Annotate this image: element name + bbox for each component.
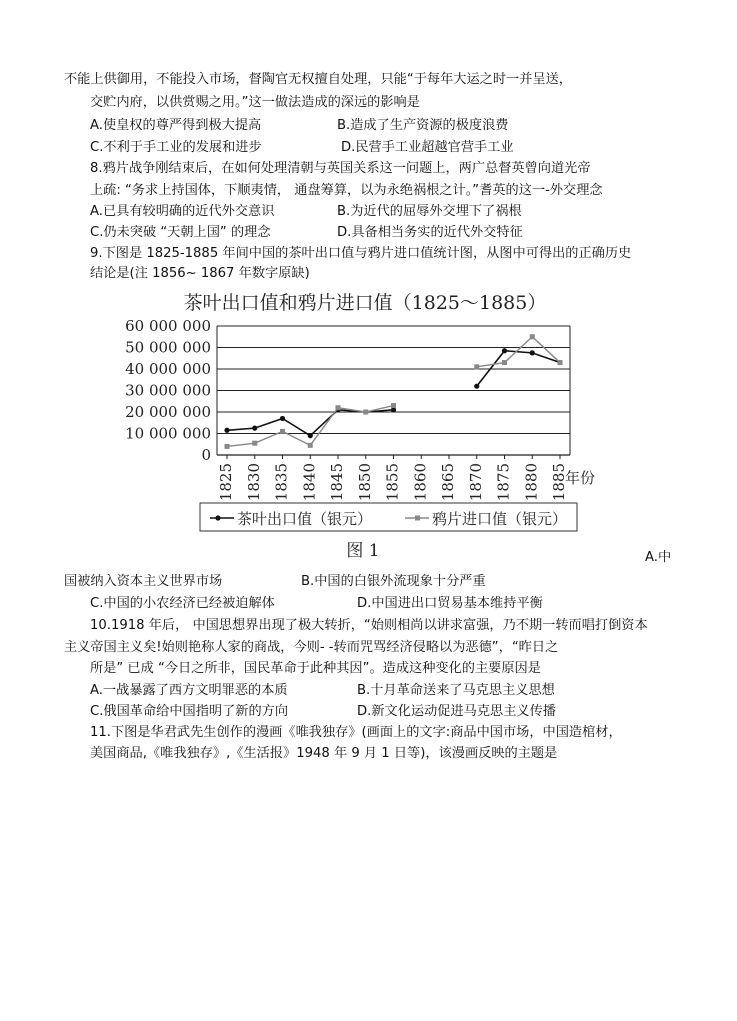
data-point bbox=[474, 364, 479, 369]
legend bbox=[210, 510, 567, 528]
q9-option-a-end: 国被纳入资本主义世界市场 bbox=[64, 574, 223, 589]
data-point bbox=[280, 429, 285, 434]
data-point bbox=[224, 428, 229, 433]
q9-option-c: C.中国的小农经济已经被迫解体 bbox=[90, 596, 275, 611]
q7-option-b: B.造成了生产资源的极度浪费 bbox=[337, 118, 509, 133]
q8-stem-line2: 上疏: “务求上持国体，下顺夷情， 通盘筹算，以为永绝祸根之计。”耆英的这一-外交理念 bbox=[90, 183, 603, 198]
y-tick-label: 10 000 000 bbox=[125, 424, 211, 443]
y-tick-label: 0 bbox=[201, 446, 211, 464]
q9-option-b: B.中国的白银外流现象十分严重 bbox=[301, 574, 486, 589]
x-tick-label: 1870 bbox=[466, 463, 485, 502]
legend-label: 茶叶出口值（银元） bbox=[237, 510, 373, 528]
x-axis-ticks bbox=[217, 455, 568, 501]
q7-option-d: D.民营手工业超越官营手工业 bbox=[341, 140, 514, 155]
legend-marker bbox=[215, 515, 220, 520]
x-tick-label: 1830 bbox=[244, 463, 263, 502]
y-tick-label: 40 000 000 bbox=[125, 360, 211, 378]
data-point bbox=[474, 384, 479, 389]
x-tick-label: 1865 bbox=[439, 463, 457, 502]
tea-opium-line-chart bbox=[115, 290, 595, 565]
q9-option-a-start: A.中 bbox=[645, 550, 672, 565]
series-tea-export bbox=[224, 348, 562, 438]
data-point bbox=[391, 403, 396, 408]
data-point bbox=[530, 350, 535, 355]
q10-option-d: D.新文化运动促进马克思主义传播 bbox=[357, 704, 556, 719]
q8-option-c: C.仍未突破 “天朝上国” 的理念 bbox=[90, 225, 271, 240]
q8-stem-line1: 8.鸦片战争刚结束后，在如何处理清朝与英国关系这一问题上，两广总督英曾向道光帝 bbox=[90, 161, 591, 176]
y-tick-label: 60 000 000 bbox=[125, 317, 211, 335]
data-point bbox=[502, 360, 507, 365]
series-line bbox=[477, 351, 560, 386]
legend-marker bbox=[415, 516, 420, 521]
data-point bbox=[530, 334, 535, 339]
q11-stem-line2: 美国商品,《唯我独存》,《生活报》1948 年 9 月 1 日等)，该漫画反映的主题是 bbox=[90, 746, 558, 761]
legend-label: 鸦片进口值（银元） bbox=[432, 510, 568, 528]
data-point bbox=[252, 426, 257, 431]
data-point bbox=[336, 405, 341, 410]
q7-stem-line1: 不能上供御用，不能投入市场，督陶官无权擅自处理，只能“于每年大运之时一并呈送， bbox=[64, 72, 572, 87]
q9-option-d: D.中国进出口贸易基本维持平衡 bbox=[357, 596, 543, 611]
data-point bbox=[308, 433, 313, 438]
y-tick-label: 20 000 000 bbox=[125, 403, 211, 421]
q8-option-d: D.具备相当务实的近代外交特征 bbox=[337, 225, 523, 240]
x-tick-label: 1885 bbox=[550, 463, 568, 502]
chart-title: 茶叶出口值和鸦片进口值（1825～1885） bbox=[183, 292, 547, 314]
data-point bbox=[280, 416, 285, 421]
x-tick-label: 1825 bbox=[217, 463, 235, 502]
data-point bbox=[558, 360, 563, 365]
y-tick-label: 30 000 000 bbox=[125, 381, 211, 400]
series-layer bbox=[224, 334, 562, 449]
x-tick-label: 1845 bbox=[328, 463, 346, 502]
q10-stem-line3: 所是” 已成 “今日之所非，国民革命于此种其因”。造成这种变化的主要原因是 bbox=[90, 661, 541, 676]
q10-option-b: B.十月革命送来了马克思主义思想 bbox=[357, 683, 555, 698]
data-point bbox=[363, 410, 368, 415]
x-tick-label: 1860 bbox=[411, 463, 430, 502]
x-tick-label: 1840 bbox=[300, 463, 319, 502]
q11-stem-line1: 11.下图是华君武先生创作的漫画《唯我独存》(画面上的文字:商品中国市场，中国造棺材， bbox=[90, 725, 622, 740]
q8-option-b: B.为近代的屈辱外交埋下了祸根 bbox=[337, 204, 522, 219]
q7-stem-line2: 交贮内府，以供赏赐之用。”这一做法造成的深远的影响是 bbox=[90, 95, 420, 110]
data-point bbox=[502, 348, 507, 353]
y-axis-ticks bbox=[125, 317, 211, 464]
q9-stem-line1: 9.下图是 1825-1885 年间中国的茶叶出口值与鸦片进口值统计图，从图中可得出的正确历史 bbox=[90, 246, 632, 261]
data-point bbox=[308, 443, 313, 448]
data-point bbox=[252, 441, 257, 446]
figure-caption: 图 1 bbox=[346, 541, 380, 561]
x-tick-label: 1855 bbox=[383, 463, 402, 502]
q10-option-a: A.一战暴露了西方文明罪恶的本质 bbox=[90, 683, 288, 698]
q8-option-a: A.已具有较明确的近代外交意识 bbox=[90, 204, 275, 219]
series-line bbox=[227, 410, 394, 436]
q10-option-c: C.俄国革命给中国指明了新的方向 bbox=[90, 704, 289, 719]
data-point bbox=[225, 444, 230, 449]
x-tick-label: 1875 bbox=[494, 463, 513, 502]
q10-stem-line2: 主义帝国主义矣!始则艳称人家的商战，今则- -转而咒骂经济侵略以为恶德”，“昨日之 bbox=[64, 640, 559, 655]
x-tick-label: 1880 bbox=[522, 463, 541, 502]
x-axis-label: 年份 bbox=[564, 469, 595, 487]
x-tick-label: 1835 bbox=[272, 463, 291, 502]
q7-option-c: C.不利于手工业的发展和进步 bbox=[90, 140, 262, 155]
q7-option-a: A.使皇权的尊严得到极大提高 bbox=[90, 118, 262, 133]
chart-grid bbox=[217, 326, 570, 455]
q9-stem-line2: 结论是(注 1856~ 1867 年数字原缺) bbox=[90, 266, 310, 281]
y-tick-label: 50 000 000 bbox=[125, 338, 211, 357]
q10-stem-line1: 10.1918 年后， 中国思想界出现了极大转折，“始则相尚以讲求富强，乃不期一转而唱打倒资本 bbox=[90, 618, 648, 633]
x-tick-label: 1850 bbox=[355, 463, 374, 502]
